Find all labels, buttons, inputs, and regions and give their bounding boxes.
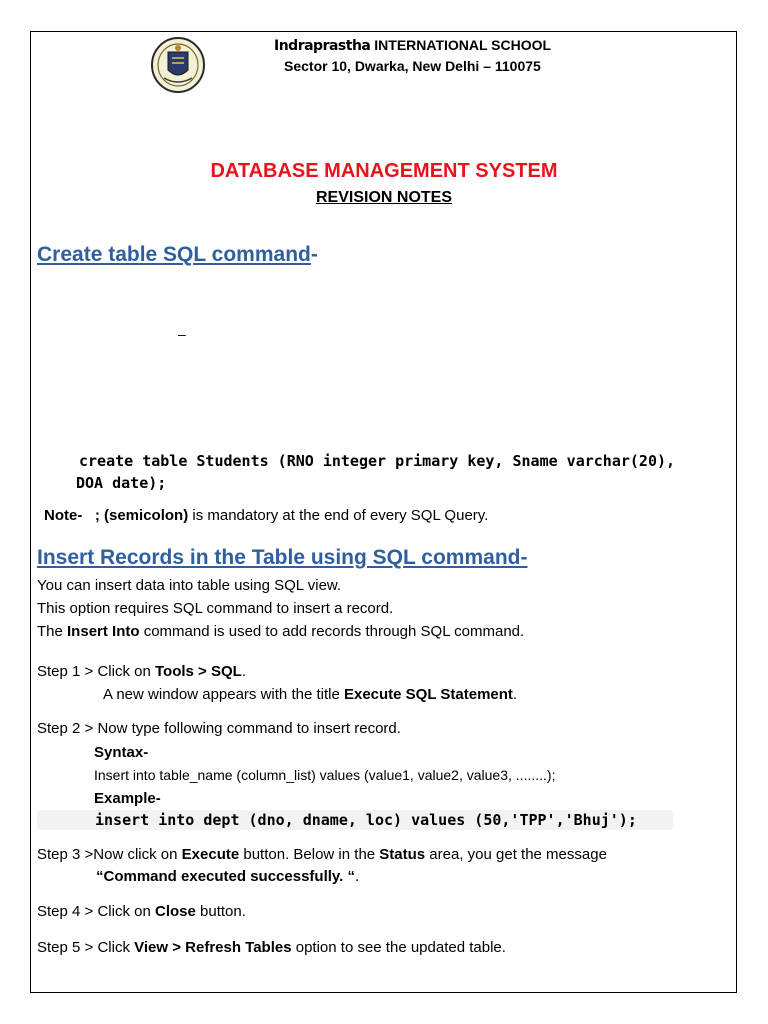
page-subtitle: REVISION NOTES xyxy=(315,189,453,206)
step2: Step 2 > Now type following command to insert record. xyxy=(37,720,401,737)
step3: Step 3 >Now click on Execute button. Below in the Status area, you get the message xyxy=(37,846,607,863)
stray-dash: – xyxy=(178,326,186,342)
insert-line1: You can insert data into table using SQL view. xyxy=(37,577,342,594)
syntax-label: Syntax- xyxy=(94,744,149,761)
code-create-line2: DOA date); xyxy=(76,474,167,492)
step5: Step 5 > Click View > Refresh Tables option to see the updated table. xyxy=(37,939,506,956)
insert-line3: The Insert Into command is used to add records through SQL command. xyxy=(37,623,525,640)
school-name: Indraprastha INTERNATIONAL SCHOOL xyxy=(274,37,552,54)
heading-insert-records: Insert Records in the Table using SQL command- xyxy=(37,546,528,569)
step4: Step 4 > Click on Close button. xyxy=(37,903,246,920)
step1: Step 1 > Click on Tools > SQL. xyxy=(37,663,246,680)
example-code: insert into dept (dno, dname, loc) values (50,'TPP','Bhuj'); xyxy=(95,811,637,829)
step3-message: “Command executed successfully. “. xyxy=(96,868,360,885)
school-crest-icon xyxy=(150,36,206,94)
page-title: DATABASE MANAGEMENT SYSTEM xyxy=(210,160,558,182)
school-address: Sector 10, Dwarka, New Delhi – 110075 xyxy=(284,58,541,74)
syntax-text: Insert into table_name (column_list) values (value1, value2, value3, ........); xyxy=(94,767,556,783)
insert-line2: This option requires SQL command to insert a record. xyxy=(37,600,394,617)
example-label: Example- xyxy=(94,790,161,807)
step1-sub: A new window appears with the title Execute SQL Statement. xyxy=(103,686,518,703)
heading-create-table: Create table SQL command- xyxy=(37,243,318,266)
note-line: Note- ; (semicolon) is mandatory at the end of every SQL Query. xyxy=(44,507,489,524)
code-create-line1: create table Students (RNO integer primary key, Sname varchar(20), xyxy=(79,452,676,470)
